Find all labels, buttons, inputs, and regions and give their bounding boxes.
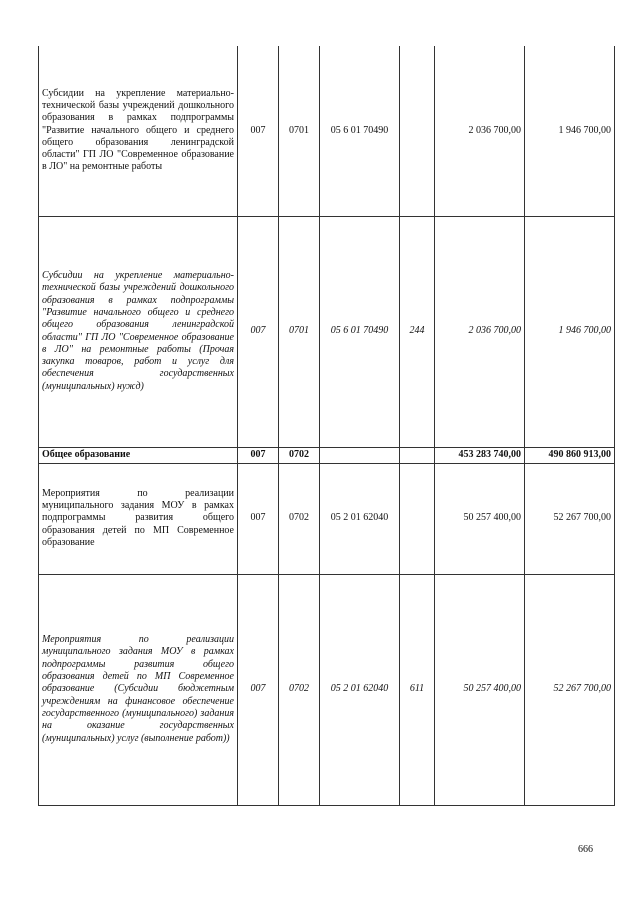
target-code: 05 6 01 70490	[320, 46, 400, 216]
table-row	[39, 574, 615, 805]
ministry-code: 007	[238, 447, 279, 463]
section-code: 0702	[279, 574, 320, 805]
table-row	[39, 216, 615, 447]
amount-year-2: 1 946 700,00	[525, 46, 615, 216]
ministry-code: 007	[238, 463, 279, 574]
section-code: 0701	[279, 216, 320, 447]
amount-year-1: 453 283 740,00	[435, 447, 525, 463]
row-description: Мероприятия по реализации муниципального задания МОУ в рамках подпрограммы развития общего образования детей по МП Современное образование (Субсидии бюджетным учреждениям на финансовое обеспечение государственного (муниципального) задания на оказание государственных (муниципальных) услуг (выполнение работ))	[39, 574, 238, 805]
section-code: 0701	[279, 46, 320, 216]
amount-year-2: 490 860 913,00	[525, 447, 615, 463]
row-description: Общее образование	[39, 447, 238, 463]
amount-year-1: 2 036 700,00	[435, 216, 525, 447]
ministry-code: 007	[238, 46, 279, 216]
row-description: Субсидии на укрепление материально-технической базы учреждений дошкольного образования в рамках подпрограммы "Развитие начального общего и среднего общего образования ленинградской области" ГП ЛО "Современное образование в ЛО" на ремонтные работы (Прочая закупка товаров, работ и услуг для обеспечения государственных (муниципальных) нужд)	[39, 216, 238, 447]
table-row	[39, 46, 615, 216]
table-row	[39, 447, 615, 463]
amount-year-2: 52 267 700,00	[525, 574, 615, 805]
expense-type-code: 244	[400, 216, 435, 447]
amount-year-1: 2 036 700,00	[435, 46, 525, 216]
row-description: Субсидии на укрепление материально-технической базы учреждений дошкольного образования в рамках подпрограммы "Развитие начального общего и среднего общего образования ленинградской области" ГП ЛО "Современное образование в ЛО" на ремонтные работы	[39, 46, 238, 216]
amount-year-1: 50 257 400,00	[435, 463, 525, 574]
ministry-code: 007	[238, 574, 279, 805]
page-number: 666	[578, 844, 593, 855]
section-code: 0702	[279, 463, 320, 574]
target-code: 05 6 01 70490	[320, 216, 400, 447]
expense-type-code	[400, 447, 435, 463]
target-code	[320, 447, 400, 463]
ministry-code: 007	[238, 216, 279, 447]
expense-type-code	[400, 46, 435, 216]
budget-table	[38, 46, 615, 806]
row-description: Мероприятия по реализации муниципального задания МОУ в рамках подпрограммы развития общего образования детей по МП Современное образование	[39, 463, 238, 574]
amount-year-2: 52 267 700,00	[525, 463, 615, 574]
section-code: 0702	[279, 447, 320, 463]
expense-type-code: 611	[400, 574, 435, 805]
target-code: 05 2 01 62040	[320, 463, 400, 574]
expense-type-code	[400, 463, 435, 574]
table-row	[39, 463, 615, 574]
amount-year-1: 50 257 400,00	[435, 574, 525, 805]
amount-year-2: 1 946 700,00	[525, 216, 615, 447]
target-code: 05 2 01 62040	[320, 574, 400, 805]
